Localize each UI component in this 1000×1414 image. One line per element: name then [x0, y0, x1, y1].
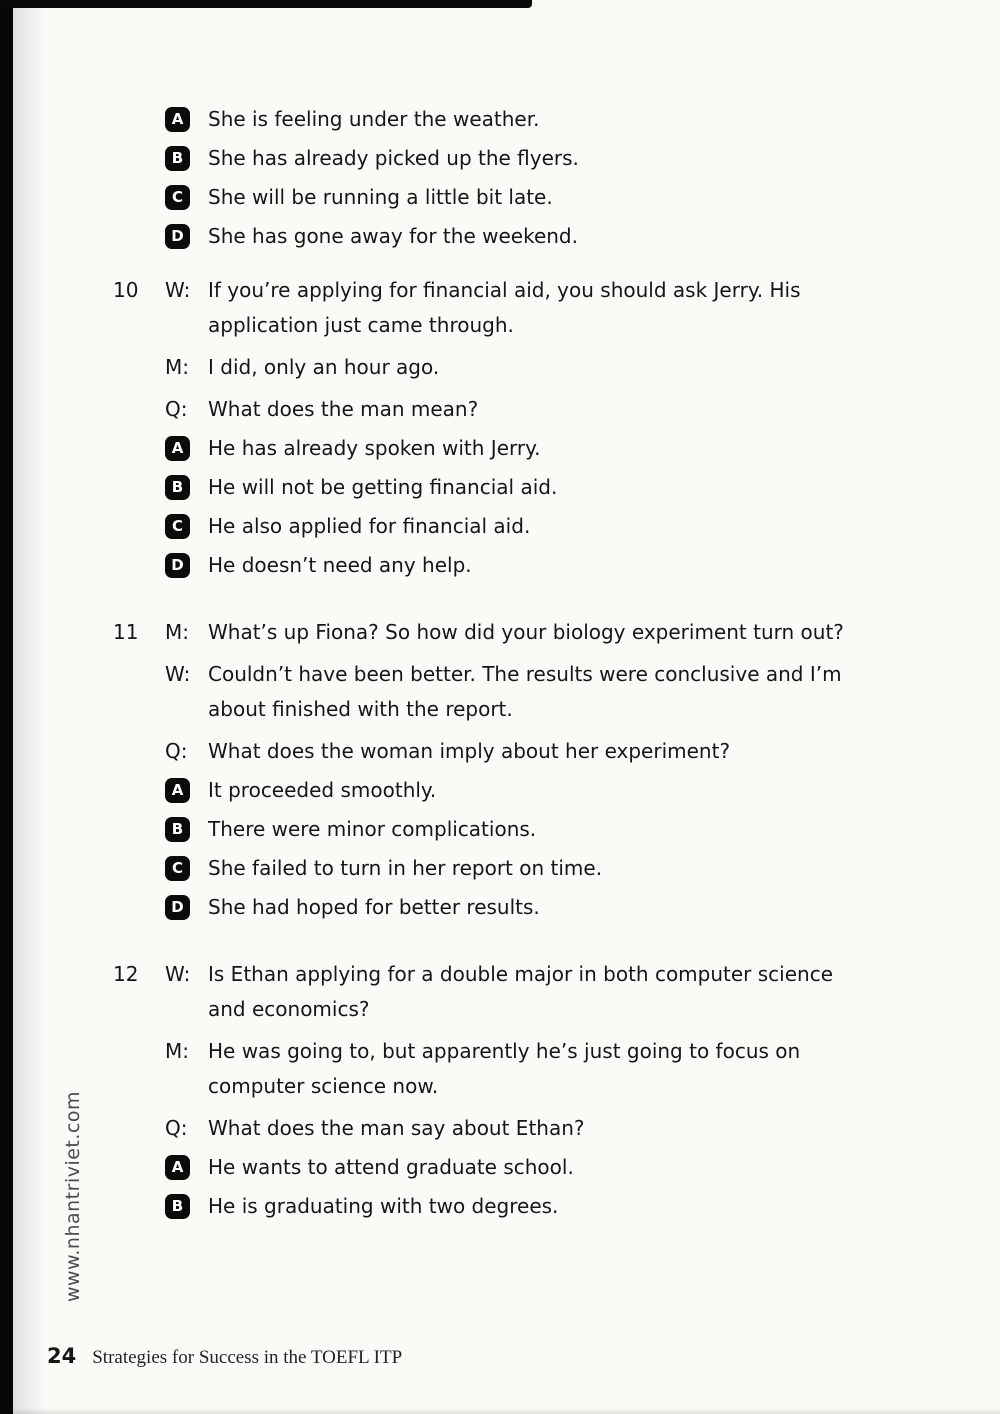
question-body — [165, 615, 903, 933]
option-letter-badge: A — [165, 1155, 190, 1180]
option-letter-badge: D — [165, 224, 190, 249]
option-letter-badge: C — [165, 185, 190, 210]
option-text: He also applied for financial aid. — [208, 514, 531, 538]
scan-shadow-bottom — [0, 1408, 1000, 1414]
option-text: He wants to attend graduate school. — [208, 1155, 574, 1179]
dialogue-line — [165, 1034, 903, 1104]
answer-options — [165, 1154, 903, 1219]
speaker-label: M: — [165, 355, 189, 379]
dialogue-text: What does the woman imply about her experiment? — [208, 739, 731, 763]
option-row — [165, 1154, 903, 1180]
option-letter-badge: B — [165, 146, 190, 171]
question-body — [165, 957, 903, 1232]
option-text: She had hoped for better results. — [208, 895, 540, 919]
dialogue-text: What does the man mean? — [208, 397, 479, 421]
dialogue-line — [165, 273, 903, 343]
option-row — [165, 474, 903, 500]
dialogue-line — [165, 957, 903, 1027]
option-text: He will not be getting financial aid. — [208, 475, 558, 499]
option-row — [165, 513, 903, 539]
option-text: She has already picked up the flyers. — [208, 146, 579, 170]
option-row — [165, 894, 903, 920]
option-row — [165, 552, 903, 578]
option-row — [165, 184, 903, 210]
option-row — [165, 106, 903, 132]
carryover-options — [165, 106, 903, 249]
question-block-11 — [113, 615, 903, 933]
page-number: 24 — [47, 1344, 77, 1368]
answer-options — [165, 777, 903, 920]
option-letter-badge: B — [165, 1194, 190, 1219]
dialogue-line — [165, 350, 903, 385]
dialogue-line — [165, 1111, 903, 1146]
speaker-label: Q: — [165, 739, 188, 763]
speaker-label: W: — [165, 962, 191, 986]
option-letter-badge: B — [165, 817, 190, 842]
option-text: She has gone away for the weekend. — [208, 224, 578, 248]
option-letter-badge: A — [165, 107, 190, 132]
speaker-label: M: — [165, 1039, 189, 1063]
option-row — [165, 816, 903, 842]
speaker-label: Q: — [165, 397, 188, 421]
dialogue-text: He was going to, but apparently he’s just going to focus on computer science now. — [208, 1039, 801, 1098]
scan-edge-left — [0, 0, 13, 1414]
option-row — [165, 223, 903, 249]
option-letter-badge: A — [165, 778, 190, 803]
dialogue-text: Couldn’t have been better. The results were conclusive and I’m about finished with the report. — [208, 662, 842, 721]
option-text: He has already spoken with Jerry. — [208, 436, 541, 460]
question-block-10 — [113, 273, 903, 591]
option-row — [165, 435, 903, 461]
speaker-label: Q: — [165, 1116, 188, 1140]
dialogue-text: Is Ethan applying for a double major in both computer science and economics? — [208, 962, 834, 1021]
option-row — [165, 1193, 903, 1219]
option-text: She failed to turn in her report on time. — [208, 856, 603, 880]
dialogue-text: What does the man say about Ethan? — [208, 1116, 585, 1140]
question-number: 10 — [113, 278, 139, 302]
dialogue-line — [165, 657, 903, 727]
dialogue-line — [165, 392, 903, 427]
answer-options — [165, 435, 903, 578]
option-row — [165, 777, 903, 803]
option-text: She will be running a little bit late. — [208, 185, 553, 209]
option-letter-badge: C — [165, 856, 190, 881]
option-text: He doesn’t need any help. — [208, 553, 472, 577]
option-row — [165, 855, 903, 881]
question-number: 11 — [113, 620, 139, 644]
dialogue-text: I did, only an hour ago. — [208, 355, 440, 379]
dialogue-text: If you’re applying for financial aid, you should ask Jerry. His application just came through. — [208, 278, 801, 337]
dialogue-line — [165, 615, 903, 650]
page-content — [113, 106, 903, 1232]
question-block-12 — [113, 957, 903, 1232]
page-footer — [47, 1344, 402, 1369]
option-text: There were minor complications. — [208, 817, 537, 841]
scan-shadow-left — [13, 0, 47, 1414]
option-row — [165, 145, 903, 171]
speaker-label: W: — [165, 662, 191, 686]
option-letter-badge: D — [165, 553, 190, 578]
speaker-label: M: — [165, 620, 189, 644]
watermark-text: www.nhantriviet.com — [62, 1090, 84, 1302]
option-text: She is feeling under the weather. — [208, 107, 540, 131]
option-letter-badge: A — [165, 436, 190, 461]
dialogue-text: What’s up Fiona? So how did your biology experiment turn out? — [208, 620, 844, 644]
dialogue-line — [165, 734, 903, 769]
book-title: Strategies for Success in the TOEFL ITP — [92, 1347, 403, 1368]
option-letter-badge: C — [165, 514, 190, 539]
speaker-label: W: — [165, 278, 191, 302]
question-body — [165, 273, 903, 591]
option-text: He is graduating with two degrees. — [208, 1194, 559, 1218]
question-number: 12 — [113, 962, 139, 986]
option-letter-badge: D — [165, 895, 190, 920]
option-letter-badge: B — [165, 475, 190, 500]
scan-edge-top — [0, 0, 532, 8]
option-text: It proceeded smoothly. — [208, 778, 437, 802]
